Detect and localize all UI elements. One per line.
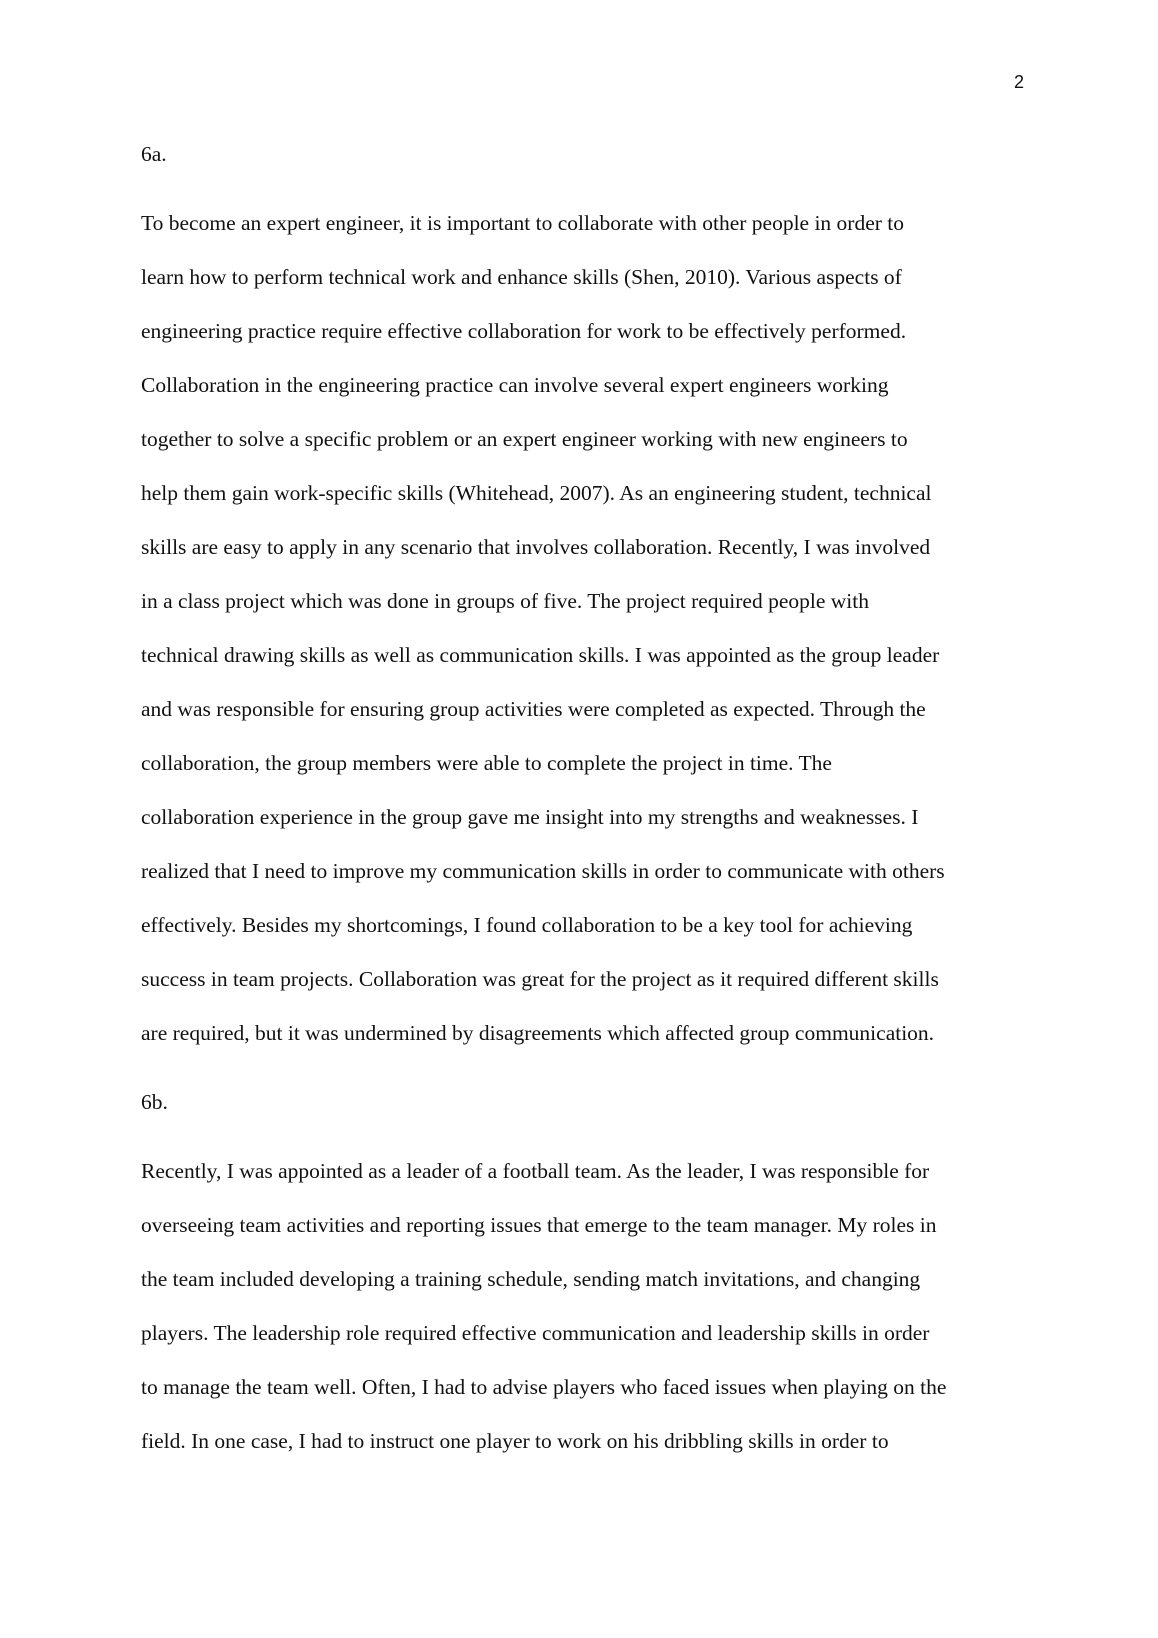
text-line: effectively. Besides my shortcomings, I found collaboration to be a key tool for achieving (141, 913, 913, 937)
text-line: in a class project which was done in groups of five. The project required people with (141, 589, 869, 613)
text-line: skills are easy to apply in any scenario that involves collaboration. Recently, I was involved (141, 535, 931, 559)
text-line: engineering practice require effective collaboration for work to be effectively performed. (141, 319, 907, 343)
text-line: together to solve a specific problem or an expert engineer working with new engineers to (141, 427, 908, 451)
text-line: players. The leadership role required effective communication and leadership skills in order (141, 1321, 930, 1345)
document-body (141, 139, 1041, 1480)
text-line: collaboration experience in the group gave me insight into my strengths and weaknesses. I (141, 805, 919, 829)
paragraph-6b (141, 1156, 1041, 1480)
section-heading-6a: 6a. (141, 142, 167, 166)
text-line: to manage the team well. Often, I had to advise players who faced issues when playing on the (141, 1375, 947, 1399)
text-line: overseeing team activities and reporting issues that emerge to the team manager. My roles in (141, 1213, 937, 1237)
text-line: field. In one case, I had to instruct one player to work on his dribbling skills in order to (141, 1429, 889, 1453)
text-line: are required, but it was undermined by disagreements which affected group communication. (141, 1021, 935, 1045)
text-line: realized that I need to improve my communication skills in order to communicate with others (141, 859, 945, 883)
text-line: Collaboration in the engineering practice can involve several expert engineers working (141, 373, 889, 397)
text-line: learn how to perform technical work and enhance skills (Shen, 2010). Various aspects of (141, 265, 902, 289)
text-line: technical drawing skills as well as communication skills. I was appointed as the group leader (141, 643, 940, 667)
text-line: Recently, I was appointed as a leader of a football team. As the leader, I was responsible for (141, 1159, 930, 1183)
text-line: success in team projects. Collaboration was great for the project as it required different skills (141, 967, 939, 991)
text-line: the team included developing a training schedule, sending match invitations, and changing (141, 1267, 921, 1291)
section-heading-6b: 6b. (141, 1090, 168, 1114)
text-line: collaboration, the group members were able to complete the project in time. The (141, 751, 832, 775)
text-line: help them gain work-specific skills (Whitehead, 2007). As an engineering student, technical (141, 481, 932, 505)
text-line: and was responsible for ensuring group activities were completed as expected. Through the (141, 697, 926, 721)
page-number: 2 (1013, 72, 1024, 92)
paragraph-6a (141, 208, 1041, 1072)
text-line: To become an expert engineer, it is important to collaborate with other people in order to (141, 211, 905, 235)
